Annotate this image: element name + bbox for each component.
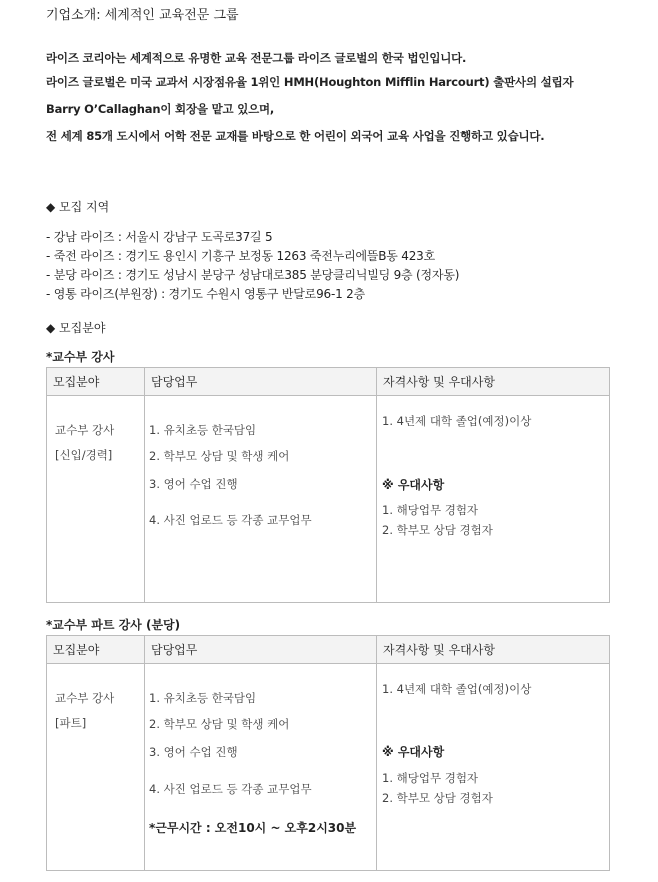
field-cell	[47, 664, 145, 871]
region-gangnam: - 강남 라이즈 : 서울시 강남구 도곡로37길 5	[46, 230, 273, 244]
region-bundang: - 분당 라이즈 : 경기도 성남시 분당구 성남대로385 분당클리닉빌딩 9층 (정자동)	[46, 268, 460, 282]
duty-item: 1. 유치초등 한국담임	[149, 691, 257, 705]
preferred-item: 1. 해당업무 경험자	[382, 503, 479, 517]
table-header-row	[47, 636, 610, 664]
duty-item: 1. 유치초등 한국담임	[149, 423, 257, 437]
duty-item: 2. 학부모 상담 및 학생 케어	[149, 717, 290, 731]
table-row	[47, 664, 610, 871]
requirements-cell	[377, 396, 610, 603]
header-duties: 담당업무	[145, 368, 377, 396]
fields-heading: ◆ 모집분야	[46, 321, 106, 335]
duty-item: 4. 사진 업로드 등 각종 교무업무	[149, 513, 312, 527]
field-name: 교수부 강사	[55, 423, 115, 437]
recruit-table-parttime	[46, 635, 610, 871]
duties-cell	[145, 664, 377, 871]
preferred-title: ※ 우대사항	[382, 478, 445, 492]
field-type: [신입/경력]	[55, 448, 113, 462]
recruit-table-fulltime	[46, 367, 610, 603]
preferred-item: 1. 해당업무 경험자	[382, 771, 479, 785]
regions-heading: ◆ 모집 지역	[46, 200, 110, 214]
header-requirements: 자격사항 및 우대사항	[377, 368, 610, 396]
duty-item: 2. 학부모 상담 및 학생 케어	[149, 449, 290, 463]
preferred-item: 2. 학부모 상담 경험자	[382, 523, 493, 537]
header-duties: 담당업무	[145, 636, 377, 664]
intro-line-1: 라이즈 코리아는 세계적으로 유명한 교육 전문그룹 라이즈 글로벌의 한국 법인입니다.	[46, 51, 467, 65]
intro-line-2: 라이즈 글로벌은 미국 교과서 시장점유율 1위인 HMH(Houghton Mifflin Harcourt) 출판사의 설립자	[46, 75, 574, 89]
working-hours: *근무시간 : 오전10시 ~ 오후2시30분	[149, 821, 357, 835]
table-caption-parttime: *교수부 파트 강사 (분당)	[46, 618, 181, 632]
intro-line-3: Barry O’Callaghan이 회장을 맡고 있으며,	[46, 102, 275, 116]
header-field: 모집분야	[47, 636, 145, 664]
duty-item: 3. 영어 수업 진행	[149, 477, 238, 491]
requirement-text: 1. 4년제 대학 졸업(예정)이상	[382, 414, 532, 428]
region-jukjeon: - 죽전 라이즈 : 경기도 용인시 기흥구 보정동 1263 죽전누리에뜰B동 423호	[46, 249, 435, 263]
table-caption-fulltime: *교수부 강사	[46, 350, 115, 364]
field-cell	[47, 396, 145, 603]
table-header-row	[47, 368, 610, 396]
field-type: [파트]	[55, 716, 87, 730]
page-title: 기업소개: 세계적인 교육전문 그룹	[46, 8, 239, 23]
requirements-cell	[377, 664, 610, 871]
duties-cell	[145, 396, 377, 603]
preferred-item: 2. 학부모 상담 경험자	[382, 791, 493, 805]
table-row	[47, 396, 610, 603]
duty-item: 3. 영어 수업 진행	[149, 745, 238, 759]
duty-item: 4. 사진 업로드 등 각종 교무업무	[149, 782, 312, 796]
region-yeongtong: - 영통 라이즈(부원장) : 경기도 수원시 영통구 반달로96-1 2층	[46, 287, 365, 301]
header-requirements: 자격사항 및 우대사항	[377, 636, 610, 664]
header-field: 모집분야	[47, 368, 145, 396]
preferred-title: ※ 우대사항	[382, 745, 445, 759]
field-name: 교수부 강사	[55, 691, 115, 705]
requirement-text: 1. 4년제 대학 졸업(예정)이상	[382, 682, 532, 696]
intro-line-4: 전 세계 85개 도시에서 어학 전문 교재를 바탕으로 한 어린이 외국어 교육 사업을 진행하고 있습니다.	[46, 129, 545, 143]
